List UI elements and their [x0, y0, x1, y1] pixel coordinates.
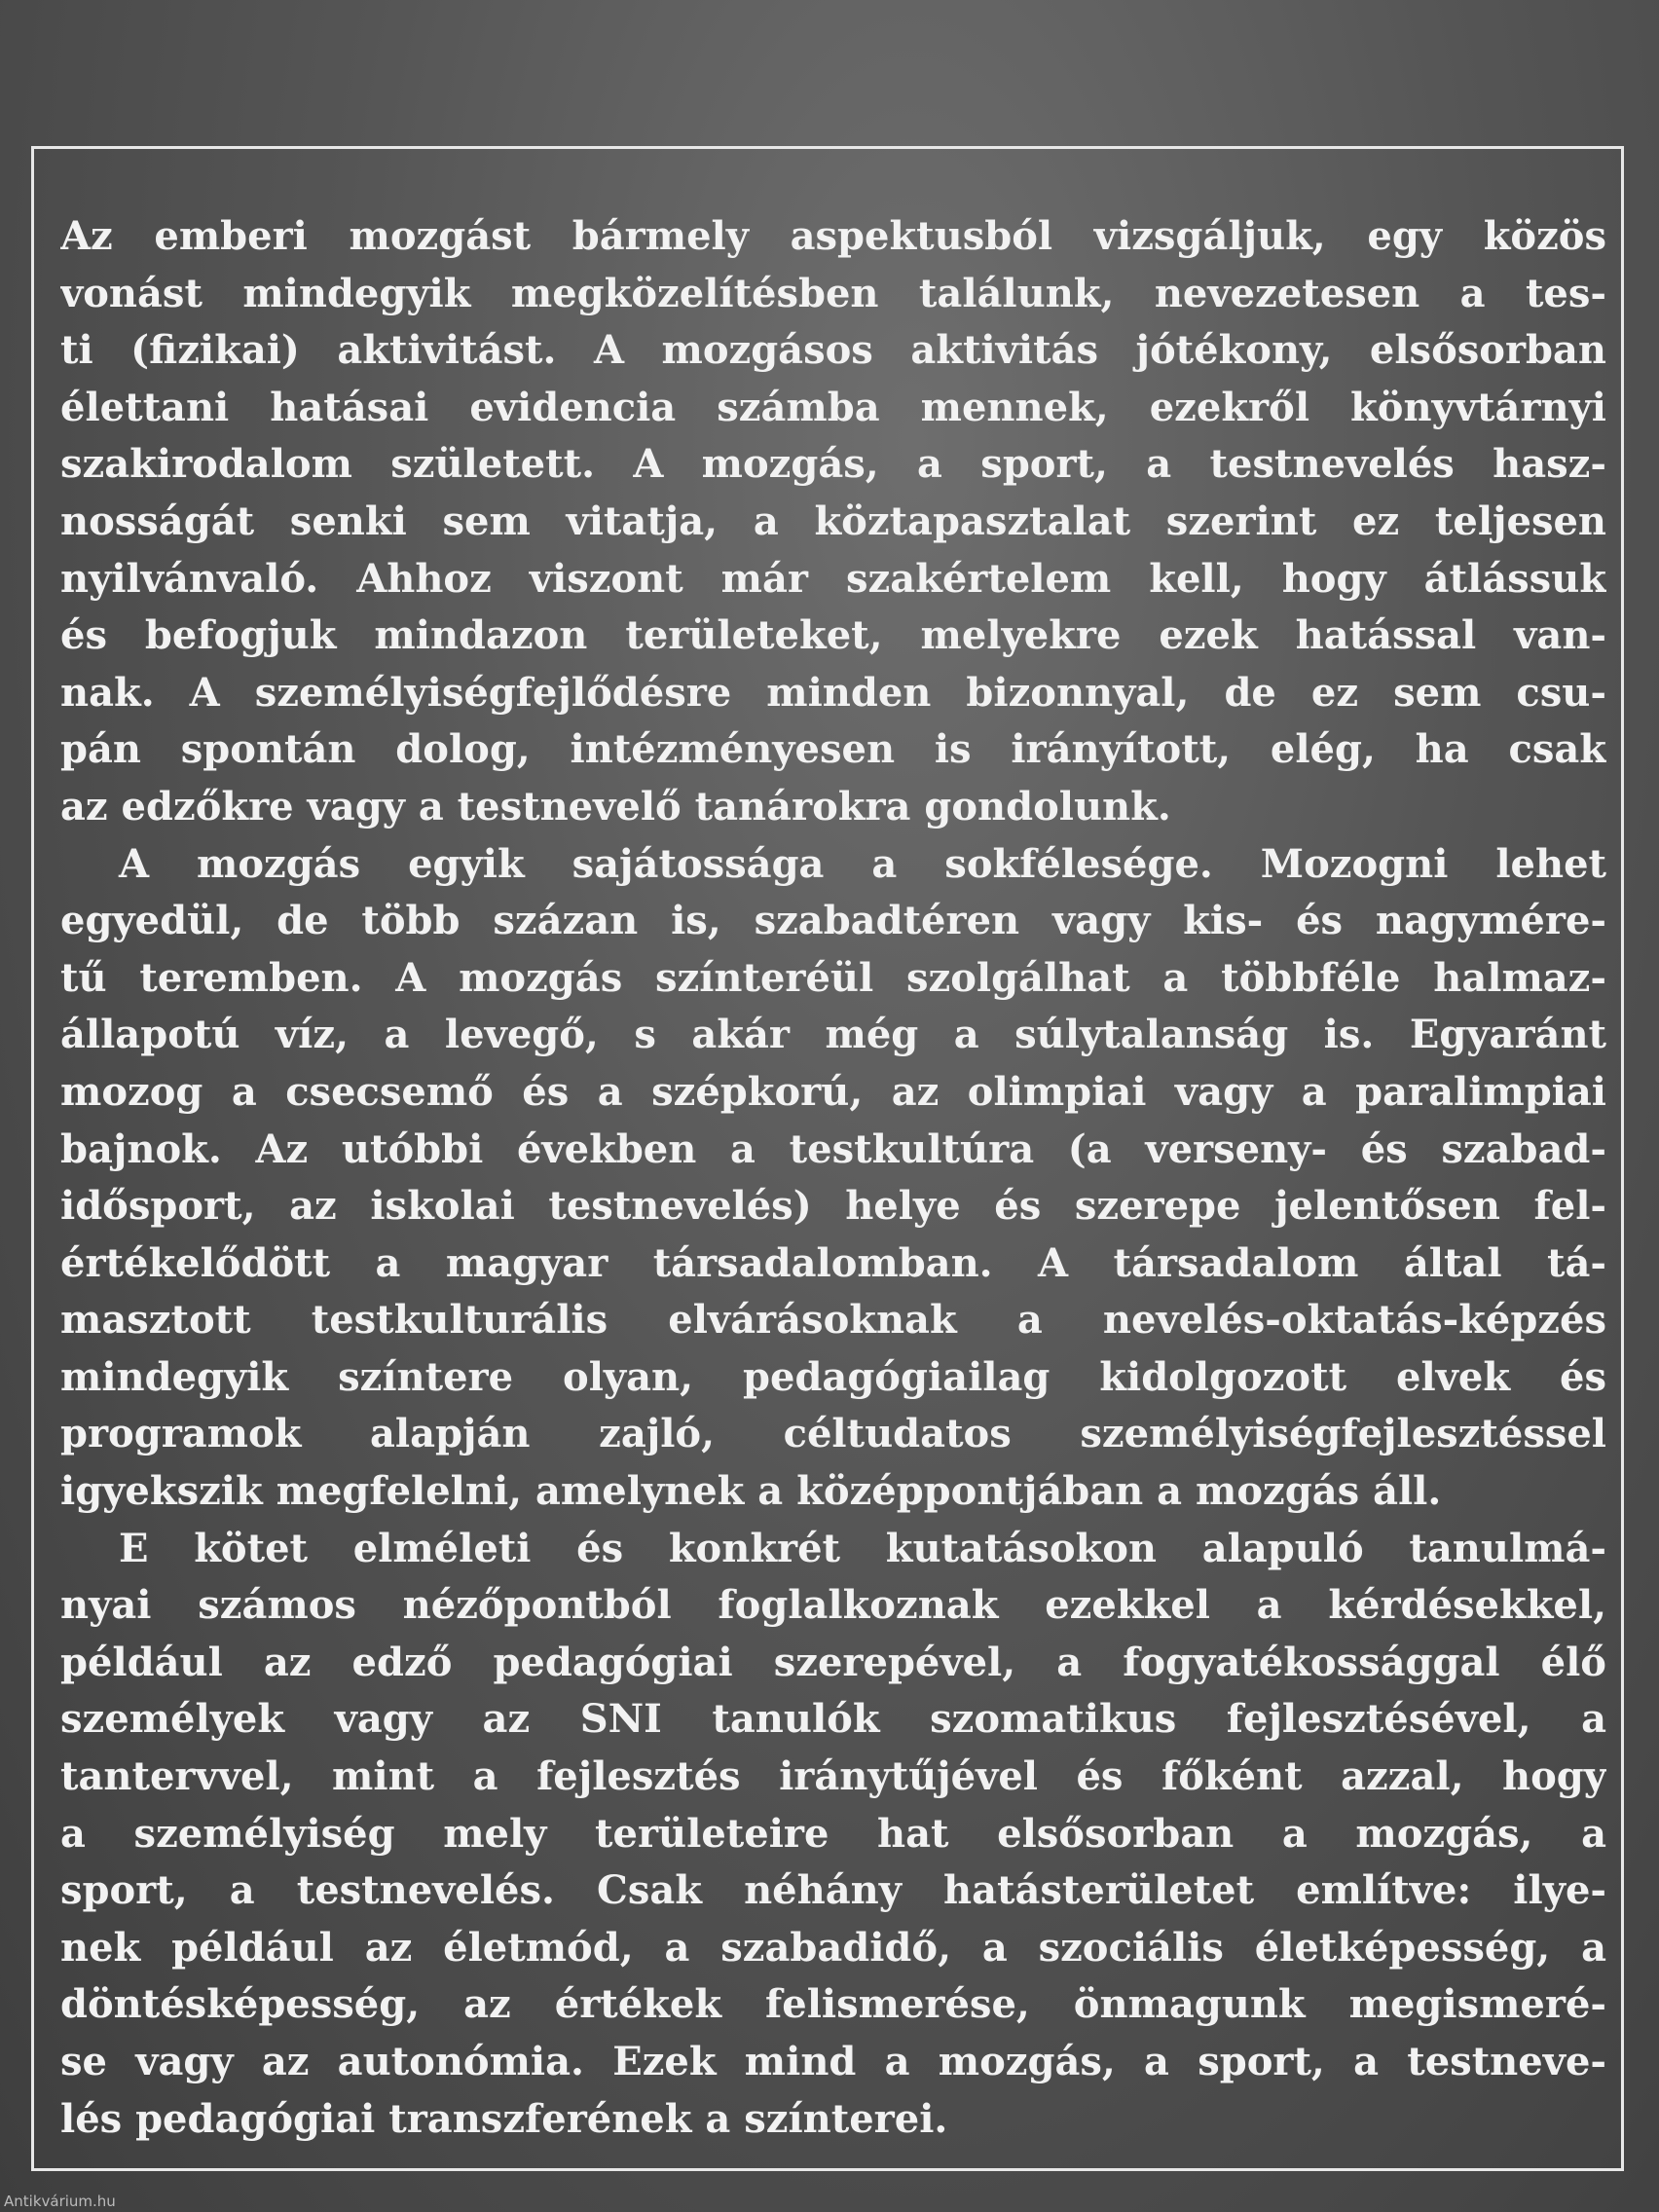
text-line: az edzőkre vagy a testnevelő tanárokra gondolunk.	[60, 783, 1171, 830]
text-line: a személyiség mely területeire hat elsősorban a mozgás, a	[60, 1810, 1606, 1857]
text-line: szakirodalom született. A mozgás, a sport, a testnevelés hasz-	[60, 441, 1606, 488]
text-line: ti (fizikai) aktivitást. A mozgásos aktivitás jótékony, elsősorban	[60, 327, 1606, 374]
text-line: élettani hatásai evidencia számba mennek, ezekről könyvtárnyi	[60, 384, 1606, 430]
text-line: sport, a testnevelés. Csak néhány hatásterületet említve: ilye-	[60, 1867, 1606, 1914]
text-line: programok alapján zajló, céltudatos személyiségfejlesztéssel	[60, 1411, 1606, 1457]
text-line: tantervvel, mint a fejlesztés iránytűjével és főként azzal, hogy	[60, 1753, 1606, 1800]
text-line: se vagy az autonómia. Ezek mind a mozgás, a sport, a testneve-	[60, 2039, 1606, 2084]
text-line: igyekszik megfelelni, amelynek a középpontjában a mozgás áll.	[60, 1468, 1442, 1515]
text-line: értékelődött a magyar társadalomban. A társadalom által tá-	[60, 1239, 1606, 1286]
text-line: nyilvánvaló. Ahhoz viszont már szakértelem kell, hogy átlássuk	[60, 555, 1606, 602]
text-line: például az edző pedagógiai szerepével, a fogyatékossággal élő	[60, 1639, 1606, 1685]
text-line: bajnok. Az utóbbi években a testkultúra (a verseny- és szabad-	[60, 1125, 1606, 1172]
text-line: személyek vagy az SNI tanulók szomatikus fejlesztésével, a	[60, 1696, 1606, 1743]
text-line: pán spontán dolog, intézményesen is irányított, elég, ha csak	[60, 726, 1606, 773]
text-line: állapotú víz, a levegő, s akár még a súlytalanság is. Egyaránt	[60, 1012, 1606, 1058]
watermark: Antikvárium.hu	[4, 2193, 116, 2210]
text-line: A mozgás egyik sajátossága a sokfélesége. Mozogni lehet	[119, 840, 1606, 887]
text-line: mozog a csecsemő és a szépkorú, az olimpiai vagy a paralimpiai	[60, 1068, 1606, 1115]
text-line: nak. A személyiségfejlődésre minden bizonnyal, de ez sem csu-	[60, 669, 1606, 716]
text-line: masztott testkulturális elvárásoknak a nevelés-oktatás-képzés	[60, 1297, 1606, 1344]
text-line: nek például az életmód, a szabadidő, a szociális életképesség, a	[60, 1924, 1606, 1971]
text-line: idősport, az iskolai testnevelés) helye és szerepe jelentősen fel-	[60, 1183, 1606, 1230]
text-line: mindegyik színtere olyan, pedagógiailag kidolgozott elvek és	[60, 1353, 1606, 1400]
text-line: tű teremben. A mozgás színteréül szolgálhat a többféle halmaz-	[60, 954, 1606, 1001]
text-line: nosságát senki sem vitatja, a köztapasztalat szerint ez teljesen	[60, 498, 1606, 544]
text-line: Az emberi mozgást bármely aspektusból vizsgáljuk, egy közös	[60, 213, 1606, 259]
back-cover-text	[60, 208, 1606, 2148]
text-line: egyedül, de több százan is, szabadtéren vagy kis- és nagymére-	[60, 898, 1606, 944]
text-line: döntésképesség, az értékek felismerése, önmagunk megismeré-	[60, 1981, 1606, 2028]
text-line: E kötet elméleti és konkrét kutatásokon alapuló tanulmá-	[119, 1525, 1606, 1571]
text-line: és befogjuk mindazon területeket, melyekre ezek hatással van-	[60, 612, 1606, 659]
text-line: nyai számos nézőpontból foglalkoznak ezekkel a kérdésekkel,	[60, 1582, 1606, 1629]
text-line: vonást mindegyik megközelítésben találunk, nevezetesen a tes-	[60, 270, 1606, 316]
text-line: lés pedagógiai transzferének a színterei.	[60, 2095, 948, 2142]
